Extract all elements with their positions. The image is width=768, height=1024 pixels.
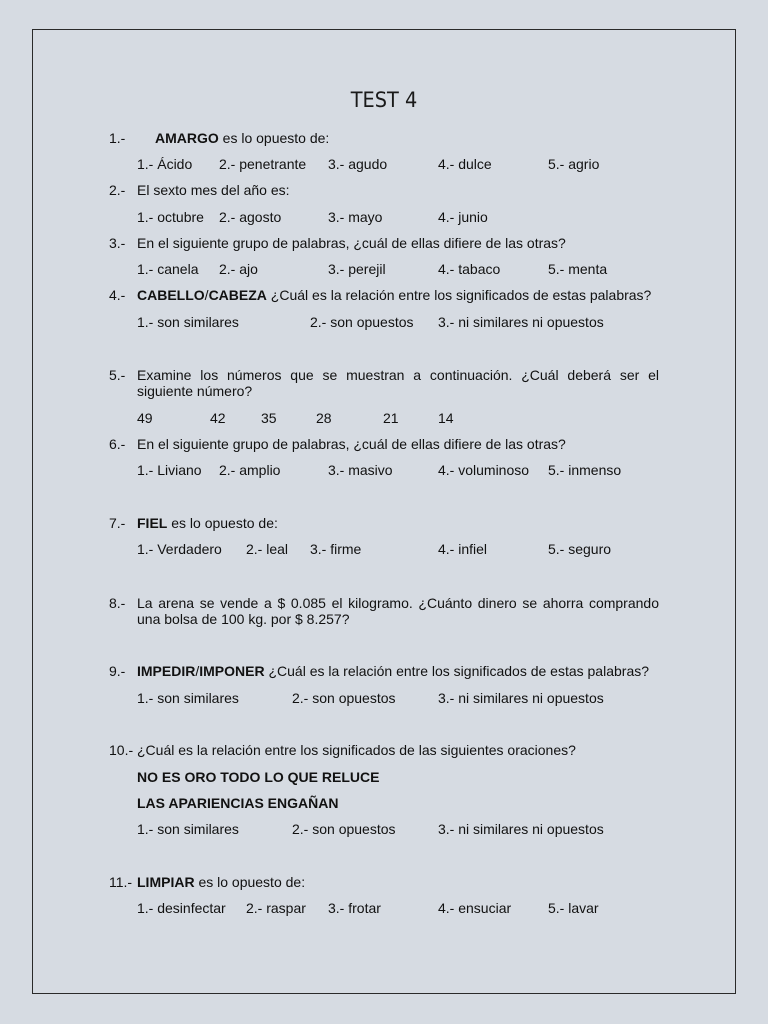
question-text: El sexto mes del año es: <box>137 182 290 198</box>
option: 1.- desinfectar <box>137 900 226 916</box>
question-rest: ¿Cuál es la relación entre los significados de estas palabras? <box>266 287 652 303</box>
sequence-number: 28 <box>316 410 332 426</box>
question-number: 2.- <box>109 182 126 198</box>
question-text: En el siguiente grupo de palabras, ¿cuál de ellas difiere de las otras? <box>137 235 566 251</box>
question-text <box>137 663 649 680</box>
separator: / <box>204 287 209 303</box>
sequence-number: 49 <box>137 410 153 426</box>
test-page <box>32 29 736 994</box>
option: 2.- raspar <box>246 900 306 916</box>
option: 4.- ensuciar <box>438 900 512 916</box>
sequence-number: 35 <box>261 410 277 426</box>
option: 5.- seguro <box>548 541 612 557</box>
question-number: 6.- <box>109 436 126 452</box>
option: 4.- voluminoso <box>438 462 530 478</box>
option: 5.- agrio <box>548 156 600 172</box>
option: 2.- ajo <box>219 261 258 277</box>
question-number: 10.- <box>109 742 134 758</box>
option: 1.- son similares <box>137 821 239 837</box>
question-rest: es lo opuesto de: <box>167 515 278 531</box>
option: 2.- son opuestos <box>292 690 396 706</box>
option: 1.- Verdadero <box>137 541 222 557</box>
keyword: AMARGO <box>155 130 219 146</box>
question-text <box>137 874 305 891</box>
option: 1.- canela <box>137 261 199 277</box>
option: 1.- Liviano <box>137 462 202 478</box>
option: 4.- tabaco <box>438 261 501 277</box>
option: 2.- penetrante <box>219 156 307 172</box>
question-rest: ¿Cuál es la relación entre los significados de estas palabras? <box>264 663 650 679</box>
question-number: 11.- <box>109 874 133 890</box>
question-number: 4.- <box>109 287 126 303</box>
separator: / <box>195 663 200 679</box>
option: 4.- junio <box>438 209 488 225</box>
question-text: ¿Cuál es la relación entre los significados de las siguientes oraciones? <box>137 742 576 758</box>
option: 2.- amplio <box>219 462 281 478</box>
question-number: 8.- <box>109 595 126 611</box>
option: 2.- leal <box>246 541 289 557</box>
option: 3.- frotar <box>328 900 381 916</box>
option: 5.- menta <box>548 261 608 277</box>
sequence-number: 21 <box>383 410 399 426</box>
option: 1.- octubre <box>137 209 204 225</box>
page-title: TEST 4 <box>350 88 418 112</box>
question-text <box>137 515 278 532</box>
option: 3.- ni similares ni opuestos <box>438 821 604 837</box>
question-number: 3.- <box>109 235 126 251</box>
option: 4.- infiel <box>438 541 488 557</box>
option: 1.- Ácido <box>137 156 193 172</box>
option: 2.- son opuestos <box>292 821 396 837</box>
option: 2.- son opuestos <box>310 314 414 330</box>
keyword: IMPONER <box>199 663 265 679</box>
sentence-1: NO ES ORO TODO LO QUE RELUCE <box>137 769 380 785</box>
keyword: CABEZA <box>208 287 267 303</box>
question-rest: es lo opuesto de: <box>194 874 306 890</box>
keyword: IMPEDIR <box>137 663 196 679</box>
sentence-2: LAS APARIENCIAS ENGAÑAN <box>137 795 339 811</box>
question-number: 5.- <box>109 367 126 383</box>
question-text: En el siguiente grupo de palabras, ¿cuál de ellas difiere de las otras? <box>137 436 566 452</box>
option: 2.- agosto <box>219 209 282 225</box>
keyword: CABELLO <box>137 287 205 303</box>
option: 3.- firme <box>310 541 362 557</box>
question-text: Examine los números que se muestran a continuación. ¿Cuál deberá ser el siguiente número? <box>137 367 659 399</box>
option: 3.- ni similares ni opuestos <box>438 314 604 330</box>
question-text: La arena se vende a $ 0.085 el kilogramo. ¿Cuánto dinero se ahorra comprando una bolsa de 100 kg. por $ 8.257? <box>137 595 659 627</box>
option: 5.- lavar <box>548 900 599 916</box>
option: 3.- ni similares ni opuestos <box>438 690 604 706</box>
question-number: 7.- <box>109 515 126 531</box>
question-number: 1.- <box>109 130 126 146</box>
option: 3.- mayo <box>328 209 383 225</box>
option: 5.- inmenso <box>548 462 622 478</box>
option: 1.- son similares <box>137 690 239 706</box>
option: 4.- dulce <box>438 156 492 172</box>
option: 3.- perejil <box>328 261 386 277</box>
option: 3.- masivo <box>328 462 393 478</box>
keyword: LIMPIAR <box>137 874 195 890</box>
sequence-number: 14 <box>438 410 454 426</box>
keyword: FIEL <box>137 515 168 531</box>
question-rest: es lo opuesto de: <box>218 130 330 146</box>
option: 1.- son similares <box>137 314 239 330</box>
question-number: 9.- <box>109 663 126 679</box>
question-text <box>137 287 651 304</box>
sequence-number: 42 <box>210 410 226 426</box>
question-text <box>155 130 329 147</box>
option: 3.- agudo <box>328 156 388 172</box>
